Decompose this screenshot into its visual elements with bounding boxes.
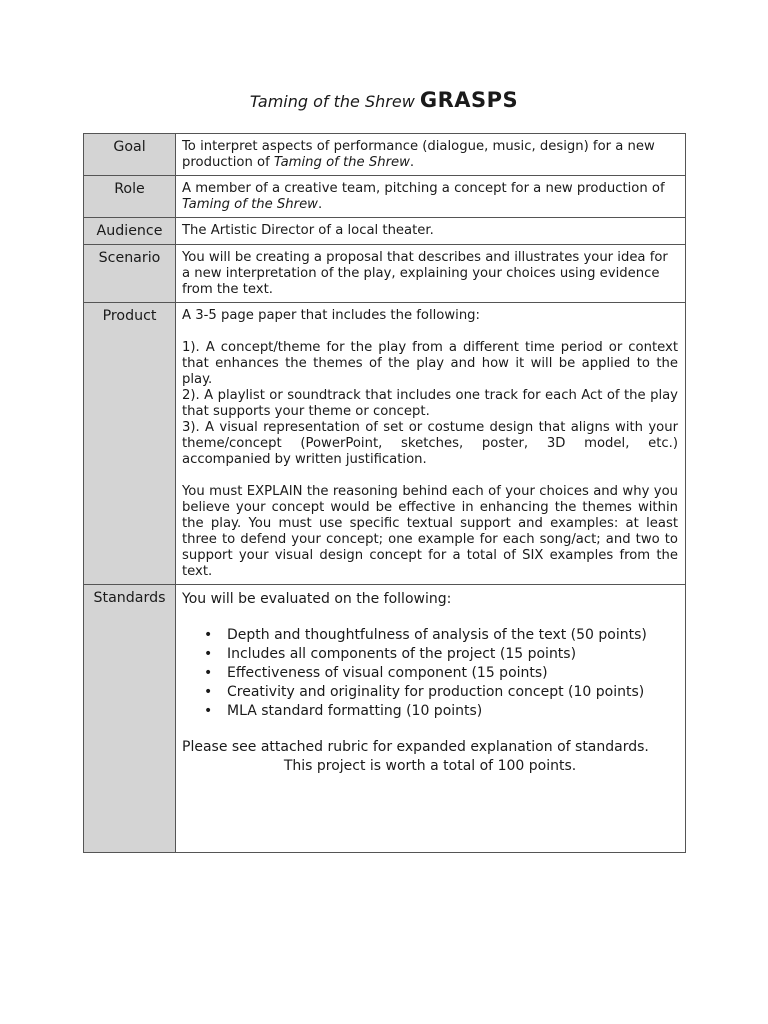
bullet-icon: • xyxy=(204,665,213,681)
role-text: A member of a creative team, pitching a concept for a new production of xyxy=(182,181,665,196)
goal-content xyxy=(176,134,686,176)
role-play-title: Taming of the Shrew xyxy=(182,197,318,212)
product-explain: You must EXPLAIN the reasoning behind each of your choices and why you believe your concept would be effective in enhancing the themes within the play. You must use specific textual support and examples: at least three to defend your concept; one example for each song/act; and two to support your visual design concept for a total of SIX examples from the text. xyxy=(182,484,678,579)
product-item-1: 1). A concept/theme for the play from a different time period or context that enhances the themes of the play and how it will be applied to the play. xyxy=(182,340,678,387)
criterion-text: Includes all components of the project (15 points) xyxy=(227,646,577,662)
criterion-item xyxy=(202,645,678,664)
criterion-item xyxy=(202,683,678,702)
goal-label: Goal xyxy=(84,134,176,176)
role-label: Role xyxy=(84,176,176,218)
page-title xyxy=(0,88,768,112)
grasps-table xyxy=(83,133,686,853)
standards-content xyxy=(176,585,686,853)
audience-row xyxy=(84,218,686,245)
criterion-text: Depth and thoughtfulness of analysis of the text (50 points) xyxy=(227,627,647,643)
product-row xyxy=(84,303,686,585)
goal-row xyxy=(84,134,686,176)
bullet-icon: • xyxy=(204,646,213,662)
product-content xyxy=(176,303,686,585)
role-text-end: . xyxy=(317,197,323,212)
title-play-name: Taming of the Shrew xyxy=(249,92,415,111)
rubric-note: Please see attached rubric for expanded explanation of standards. xyxy=(182,739,649,755)
role-row xyxy=(84,176,686,218)
standards-intro: You will be evaluated on the following: xyxy=(182,591,452,607)
standards-label: Standards xyxy=(84,585,176,853)
scenario-row xyxy=(84,245,686,303)
title-grasps: GRASPS xyxy=(419,88,519,112)
standards-row xyxy=(84,585,686,853)
product-label: Product xyxy=(84,303,176,585)
bullet-icon: • xyxy=(204,703,213,719)
criterion-item xyxy=(202,626,678,645)
criterion-text: Creativity and originality for production concept (10 points) xyxy=(227,684,645,700)
scenario-label: Scenario xyxy=(84,245,176,303)
bullet-icon: • xyxy=(204,627,213,643)
total-points-note: This project is worth a total of 100 points. xyxy=(283,758,577,774)
product-item-3: 3). A visual representation of set or costume design that aligns with your theme/concept (PowerPoint, sketches, poster, 3D model, etc.) accompanied by written justification. xyxy=(182,420,678,467)
goal-text-end: . xyxy=(409,155,415,170)
bullet-icon: • xyxy=(204,684,213,700)
criteria-list xyxy=(202,626,678,721)
goal-play-title: Taming of the Shrew xyxy=(273,155,410,170)
criterion-item xyxy=(202,702,678,721)
criterion-text: MLA standard formatting (10 points) xyxy=(227,703,483,719)
spacer xyxy=(182,468,678,484)
scenario-content: You will be creating a proposal that describes and illustrates your idea for a new interpretation of the play, explaining your choices using evidence from the text. xyxy=(176,245,686,303)
role-content xyxy=(176,176,686,218)
spacer xyxy=(182,324,678,340)
product-item-2: 2). A playlist or soundtrack that includes one track for each Act of the play that supports your theme or concept. xyxy=(182,388,678,419)
audience-content: The Artistic Director of a local theater. xyxy=(176,218,686,245)
criterion-text: Effectiveness of visual component (15 points) xyxy=(227,665,548,681)
criterion-item xyxy=(202,664,678,683)
product-intro: A 3-5 page paper that includes the following: xyxy=(182,308,481,323)
goal-text: To interpret aspects of performance (dialogue, music, design) for a new production of xyxy=(182,139,655,170)
audience-label: Audience xyxy=(84,218,176,245)
